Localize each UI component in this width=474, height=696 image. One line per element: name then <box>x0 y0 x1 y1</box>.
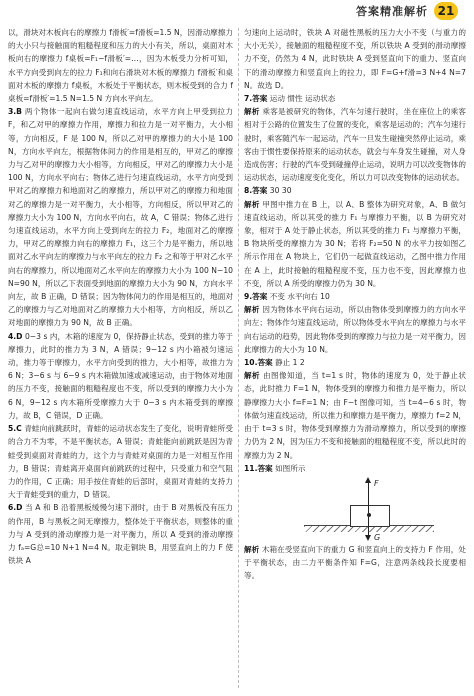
answer-9: 9.答案 不变 水平向右 10 <box>244 292 330 302</box>
analysis-label: 解析 <box>244 107 260 117</box>
force-label-f: F <box>374 478 379 488</box>
analysis-11: 解析 木箱在受竖直向下的重力 G 和竖直向上的支持力 F 作用，处于平衡状态，由二力平衡条件知 F=G，注意两条线段长度要相等。 <box>244 544 466 581</box>
left-column <box>8 26 233 690</box>
analysis-9: 解析 因为物体水平向右运动，所以由物体受到摩擦力的方向水平向左；物体作匀速直线运动，所以物体受水平向左的摩擦力与水平向右运动的趋势，因此物体受到的摩擦力与拉力是一对平衡力，因此摩擦力的大小为 10 N。 <box>244 305 466 354</box>
question-number: 7.答案 <box>244 94 268 104</box>
column-divider <box>238 28 239 688</box>
header-title: 答案精准解析 <box>356 5 428 18</box>
page-header <box>0 0 474 22</box>
analysis-label: 解析 <box>244 199 260 209</box>
question-number: 11.答案 <box>244 463 273 473</box>
answer-6: 6.D 当 A 和 B 沿着黑板缓慢匀速下滑时，由于 B 对黑板没有压力的作用，B 与黑板之间无摩擦力，整体处于平衡状态，则整体的重力与 A 受到的滑动摩擦力是一对平衡力，所以 A 受到的滑动摩擦力 fₐ=G总=10 N+1 N=4 N。取走铜块 B，用竖直向上的力 F 使铁块 A <box>8 503 233 566</box>
question-number: 10.答案 <box>244 358 273 368</box>
answer-7: 7.答案 运动 惯性 运动状态 <box>244 94 336 104</box>
analysis-label: 解析 <box>244 371 261 381</box>
answer-paragraph: 以，滑块对木板向右的摩擦力 f滑板′=f滑板=1.5 N，因滑动摩擦力的大小只与接触面的粗糙程度和压力的大小有关，所以，桌面对木板向右的摩擦力 f桌板=F₁−f滑板′=…，因为木板受力分析可知，水平方向受到向左的拉力 F₁和向右滑块对木板的摩擦力 f滑板′和桌面对木板的摩擦力 f桌板，木板处于平衡状态，则木板受到的合力 f桌板=f滑板′=1.5 N=1.5 N 方向水平向左。 <box>8 28 233 104</box>
answer-3: 3.B 两个物体一起向右做匀速直线运动，水平方向上甲受到拉力 F，和乙对甲的摩擦力作用，摩擦力和拉力是一对平衡力，大小相等，方向相反，F 是 100 N，所以乙对甲的摩擦力的大小是 100 N，方向水平向左，根据物体间力的作用是相互的，甲对乙的摩擦力与乙对甲的摩擦力大小相等，方向相反，甲对乙的摩擦力大小是 100 N，方向水平向右；物体乙进行匀速直线运动，水平方向受到甲对乙的摩擦力和地面对乙的摩擦力，所以甲对乙的摩擦力和地面对乙的摩擦力是一对平衡力，大小相等，方向相反，所以甲对乙的摩擦力大小为 100 N，方向水平向右，故 A，C 错误；物体乙进行匀速直线运动，水平方向上受到向左的拉力 F₂，地面对乙的摩擦力，甲对乙的摩擦力向右的摩擦力 F₁，这三个力是平衡力，所以地面对乙水平向左的摩擦力与水平向左的拉力 F₂ 之和等于甲对乙水平向右的摩擦力，所以地面对乙水平向左的摩擦力大小为 100 N−10 N=90 N，所以乙下表面受到地面的摩擦力大小为 90 N，方向水平向左，故 B 正确，D 错误；因为物体间力的作用是相互的，地面对乙的摩擦力与乙对地面对乙的摩擦力大小相等，方向相反，所以乙对地面的摩擦力为 90 N，故 B 正确。 <box>8 107 233 328</box>
question-number: 9.答案 <box>244 292 268 302</box>
question-number: 8.答案 <box>244 186 268 196</box>
answer-11: 11.答案 如图所示 <box>244 463 306 473</box>
question-number: 4.D <box>8 331 23 341</box>
analysis-8: 解析 甲图中推力在 B 上，以 A、B 整体为研究对象，A、B 做匀速直线运动，所以其受的推力 F₁ 与摩擦力平衡，以 B 为研究对象，相对于 A 处于静止状态，所以其受的推力 F₁ 与摩擦力平衡，B 物块所受的摩擦力为 30 N；若将 F₂=50 N 的水平力按如图乙所示作用在 A 物块上，它们仍一起做直线运动，乙图中推力作用在 A 上，此时接触的粗糙程度不变，压力也不变，因此摩擦力也不变，所以 A 所受的摩擦力仍为 30 N。 <box>244 199 466 288</box>
analysis-7: 解析 乘客是被研究的物体，汽车匀速行驶时，坐在座位上的乘客相对于公路的位置发生了位置的变化，乘客是运动的；汽车匀速行驶时，乘客随汽车一起运动，汽车一旦发生碰撞突然停止运动，乘客由于惯性要保持原来的运动状态，就会与车身发生碰撞，对人身造成伤害；行驶的汽车受到碰撞停止运动，说明力可以改变物体的运动状态，运动速度变化变化，所以力可以改变物体的运动状态。 <box>244 107 466 183</box>
page-number-badge: 21 <box>434 2 458 20</box>
right-column <box>244 26 466 690</box>
analysis-label: 解析 <box>244 305 260 315</box>
support-force-arrow <box>368 481 369 513</box>
analysis-label: 解析 <box>244 544 260 554</box>
answer-8: 8.答案 30 30 <box>244 186 292 196</box>
answer-5: 5.C 青蛙向前跳跃时，青蛙的运动状态发生了变化，说明青蛙所受的合力不为零，不是平衡状态，A 错误；青蛙能向前跳跃是因为青蛙受到桌面对青蛙的力，这个力与青蛙对桌面的力是一对相互作用力，B 错误；青蛙离开桌面向前跳跃的过程中，只受重力和空气阻力的作用，C 正确；用手按住青蛙的后部时，桌面对青蛙的支持力大于青蛙受到的重力，D 错误。 <box>8 424 233 500</box>
force-diagram <box>304 477 434 541</box>
question-number: 6.D <box>8 503 23 513</box>
analysis-10: 解析 由图像知道，当 t=1 s 时，物体的速度为 0，处于静止状态，此时推力 F=1 N，物体受到的摩擦力和推力是平衡力，所以静摩擦力大小 f=F=1 N；由 F−t 图像可知，当 t=4−6 s 时，物体做匀速直线运动，所以推力和摩擦力是平衡力，摩擦力 f=2 N，由于 t=3 s 时，物体受到摩擦力为滑动摩擦力，所以受到的摩擦力仍为 2 N，因为压力不变和接触面的粗糙程度不变，所以此时的摩擦力为 2 N。 <box>244 371 466 460</box>
question-number: 5.C <box>8 424 22 434</box>
answer-10: 10.答案 静止 1 2 <box>244 358 305 368</box>
center-of-mass-dot <box>367 513 371 517</box>
answer-paragraph: 匀速向上运动时，铁块 A 对磁性黑板的压力大小不变（与重力的大小无关），接触面的粗糙程度不变，所以铁块 A 受到的滑动摩擦力不变，仍然为 4 N，此时铁块 A 受到竖直向下的重力、竖直向下的滑动摩擦力和竖直向上的拉力，即 F=G+f滑=3 N+4 N=7 N。故选 D。 <box>244 28 466 90</box>
question-number: 3.B <box>8 107 22 117</box>
answer-4: 4.D 0−3 s 内，木箱的速度为 0，保持静止状态，受到的推力等于摩擦力，此时的推力为 3 N，A 错误；9−12 s 内小箱被匀速运动，推力等于摩擦力，水平方向受到的推力，大小相等，故推力为 6 N；3−6 s 与 6−9 s 内木箱做加速或减速运动，由于物体对地面的压力不变，接触面的粗糙程度也不变，所以受到的摩擦力大小为 6 N，9−12 s 内木箱所受摩擦力大于 0−3 s 内木箱受到的摩擦力，故 B，C 错误，D 正确。 <box>8 331 233 420</box>
force-label-g: G <box>374 532 381 542</box>
gravity-arrow <box>368 517 369 537</box>
